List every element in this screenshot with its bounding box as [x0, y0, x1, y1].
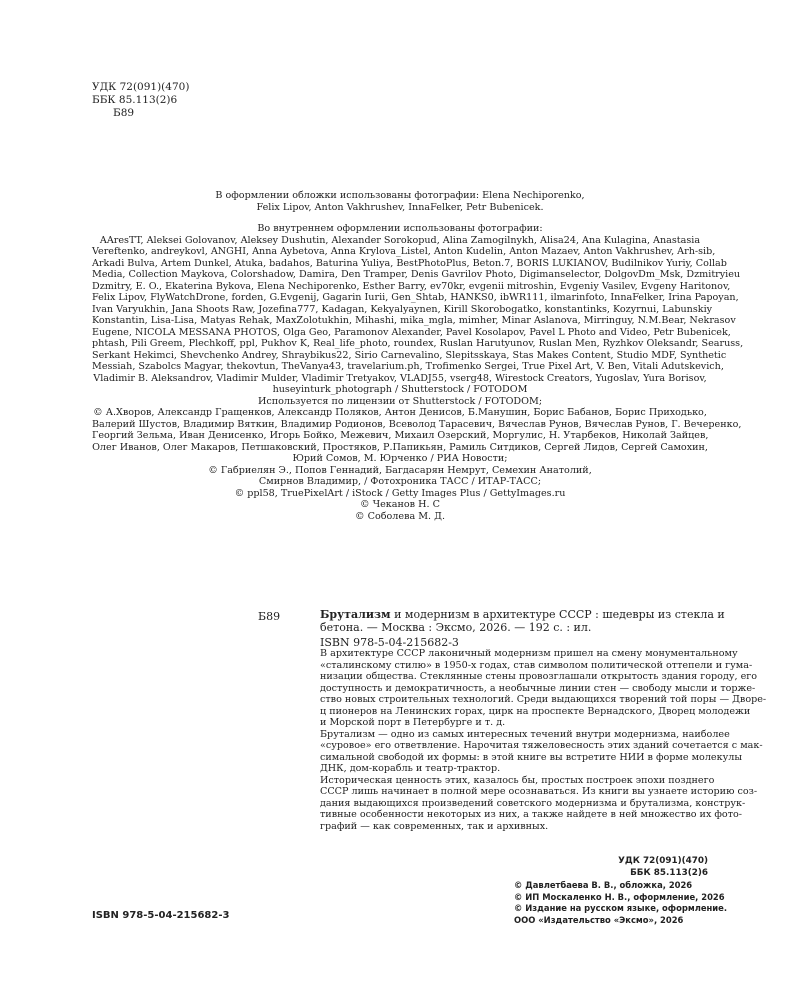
credit-line: © Чеканов Н. С — [360, 499, 440, 510]
udk-code: УДК 72(091)(470) — [92, 81, 190, 93]
credit-line: Media, Collection Maykova, Colorshadow, Damira, Den Tramper, Denis Gavrilov Photo, Digimanselector, DolgovDm_Msk, Dzmitryieu — [92, 269, 741, 280]
credit-line: © Соболева М. Д. — [354, 510, 446, 522]
credit-line: huseyinturk_photograph / Shutterstock / FOTODOM — [272, 384, 528, 395]
annotation — [320, 648, 767, 832]
credit-line — [92, 213, 708, 223]
copyright-line: © Давлетбаева В. В., обложка, 2026 — [514, 880, 693, 890]
annotation-line: «суровое» его ответвление. Нарочитая тяжеловесность этих зданий сочетается с мак- — [320, 740, 763, 751]
credit-line: Валерий Шустов, Владимир Вяткин, Владимир Родионов, Всеволод Тарасевич, Вячеслав Рунов, Вячеслав Рунов, Г. Вечеренко, — [92, 418, 742, 430]
catalog-author-mark: Б89 — [258, 610, 281, 623]
credit-line: © ppl58, TruePixelArt / iStock / Getty Images Plus / GettyImages.ru — [234, 487, 566, 499]
credit-line: © А.Хворов, Александр Гращенков, Александр Поляков, Антон Денисов, Б.Манушин, Борис Бабанов, Борис Приходько, — [93, 407, 707, 418]
annotation-line: В архитектуре СССР лаконичный модернизм пришел на смену монументальному — [320, 648, 738, 659]
credit-line: Используется по лицензии от Shutterstock / FOTODOM; — [257, 395, 543, 407]
udk-code-bottom: УДК 72(091)(470) — [618, 856, 708, 866]
annotation-line: доступность и демократичность, а необычные линии стен — свободу мысли и торже- — [320, 682, 756, 694]
credit-line: В оформлении обложки использованы фотографии: Elena Nechiporenko, — [215, 190, 585, 201]
catalog-isbn: ISBN 978-5-04-215682-3 — [320, 636, 459, 649]
isbn-bottom: ISBN 978-5-04-215682-3 — [92, 910, 230, 921]
credit-line: Arkadi Bulva, Artem Dunkel, Atuka, badahos, Baturina Yuliya, BestPhotoPlus, Beton.7, BORIS LUKIANOV, Budilnikov Yuriy, Collab — [92, 257, 727, 269]
bbk-code: ББК 85.113(2)6 — [92, 94, 178, 106]
credit-line: Ivan Varyukhin, Jana Shoots Raw, Jozefina777, Kadagan, Kekyalyaynen, Kirill Skorobogatko, konstantinks, Kozyrnui, Labunskiy — [92, 303, 713, 315]
credit-line: Олег Иванов, Олег Макаров, Петшаковский, Простяков, Р.Папикьян, Рамиль Ситдиков, Сергей Лидов, Сергей Самохин, — [92, 441, 708, 453]
udk-block-top — [92, 81, 189, 120]
annotation-line: и Морской порт в Петербурге и т. д. — [320, 717, 506, 728]
credit-line: Messiah, Szabolcs Magyar, thekovtun, TheVanya43, travelarium.ph, Trofimenko Sergei, True Pixel Art, V. Ben, Vitali Adutskevich, — [92, 361, 724, 372]
catalog-title-bold: Брутализм — [320, 608, 391, 621]
credit-line: Konstantin, Lisa-Lisa, Matyas Rehak, MaxZolotukhin, Mihashi, mika_mgla, mimher, Minar Aslanova, Mirringuy, N.M.Bear, Nekrasov — [92, 315, 736, 326]
annotation-line: Брутализм — одно из самых интересных течений внутри модернизма, наиболее — [320, 728, 730, 740]
credit-line: Vereftenko, andreykovl, ANGHI, Anna Aybetova, Anna Krylova_Listel, Anton Kudelin, Anton Mazaev, Anton Vakhrushev, Arh-sib, — [92, 246, 716, 257]
copyright-line: © Издание на русском языке, оформление. — [514, 903, 728, 913]
annotation-line: дания выдающихся произведений советского модернизма и брутализма, конструк- — [320, 797, 746, 809]
credit-line: Во внутреннем оформлении использованы фотографии: — [257, 223, 543, 234]
annotation-line: графий — как современных, так и архивных. — [320, 820, 549, 832]
photo-credits — [92, 190, 744, 522]
credit-line: Vladimir B. Aleksandrov, Vladimir Mulder, Vladimir Tretyakov, VLADJ55, vserg48, Wirestock Creators, Yugoslav, Yura Borisov, — [93, 372, 707, 384]
catalog-title-line — [320, 608, 725, 621]
annotation-line: ДНК, дом-корабль и театр-трактор. — [320, 763, 501, 774]
copyright-line: © ИП Москаленко Н. В., оформление, 2026 — [514, 891, 725, 902]
annotation-line: «сталинскому стилю» в 1950-х годах, став символом политической оттепели и гума- — [320, 659, 753, 671]
credit-line: Dzmitry, E. O., Ekaterina Bykova, Elena Nechiporenko, Esther Barry, ev70kr, evgenii mitroshin, Evgeniy Vasilev, Evgeny Haritonov, — [92, 280, 731, 292]
bbk-code-bottom: ББК 85.113(2)6 — [630, 868, 708, 878]
annotation-line: низации общества. Стеклянные стены провозглашали открытость здания городу, его — [320, 671, 758, 682]
credit-line: Felix Lipov, FlyWatchDrone, forden, G.Evgenij, Gagarin Iurii, Gen_Shtab, HANKS0, ibWR111, ilmarinfoto, InnaFelker, Irina Papoyan, — [92, 292, 739, 303]
copyright-block — [514, 880, 727, 926]
credit-line: phtash, Pili Greem, Plechkoff, ppl, Pukhov K, Real_life_photo, roundex, Ruslan Harutyunov, Ruslan Men, Ryzhkov Oleksandr, Searuss, — [92, 338, 744, 349]
annotation-line: ц пионеров на Ленинских горах, цирк на проспекте Вернадского, Дворец молодежи — [320, 705, 751, 717]
annotation-line: симальной свободой их формы: в этой книге вы встретите НИИ в форме молекулы — [320, 751, 742, 763]
annotation-line: тивные особенности некоторых из них, а также найдете в ней множество их фото- — [320, 809, 743, 820]
annotation-line: Историческая ценность этих, казалось бы, простых построек эпохи позднего — [320, 774, 715, 786]
copyright-line: ООО «Издательство «Эксмо», 2026 — [514, 914, 684, 925]
credit-line: Serkant Hekimci, Shevchenko Andrey, Shraybikus22, Sirio Carnevalino, Slepitsskaya, Stas Makes Content, Studio MDF, Synthetic — [92, 349, 727, 361]
catalog-title-rest: и модернизм в архитектуре СССР : шедевры из стекла и — [390, 608, 725, 621]
catalog-imprint: бетона. — Москва : Эксмо, 2026. — 192 с. : ил. — [320, 621, 592, 634]
catalog-entry — [320, 608, 725, 649]
credit-line: Eugene, NICOLA MESSANA PHOTOS, Olga Geo, Paramonov Alexander, Pavel Kosolapov, Pavel L Photo and Video, Petr Bubenicek, — [92, 326, 731, 338]
credit-line: Felix Lipov, Anton Vakhrushev, InnaFelker, Petr Bubenicek. — [256, 201, 544, 213]
credit-line: Юрий Сомов, М. Юрченко / РИА Новости; — [292, 453, 508, 464]
udk-block-bottom — [618, 855, 708, 879]
author-mark: Б89 — [113, 107, 135, 119]
credit-line: Смирнов Владимир, / Фотохроника ТАСС / ИТАР-ТАСС; — [258, 476, 542, 487]
credit-line: Георгий Зельма, Иван Денисенко, Игорь Бойко, Межевич, Михаил Озерский, Моргулис, Н. Утарбеков, Николай Зайцев, — [92, 430, 709, 441]
credit-line: © Габриелян Э., Попов Геннадий, Багдасарян Немрут, Семехин Анатолий, — [208, 464, 592, 476]
annotation-line: СССР лишь начинает в полной мере осознаваться. Из книги вы узнаете историю соз- — [320, 786, 758, 797]
annotation-line: ство новых строительных технологий. Среди выдающихся творений той поры — Дворе- — [320, 694, 767, 705]
credit-line: AAresTT, Aleksei Golovanov, Aleksey Dushutin, Alexander Sorokopud, Alina Zamogilnykh, Alisa24, Ana Kulagina, Anastasia — [99, 234, 701, 246]
